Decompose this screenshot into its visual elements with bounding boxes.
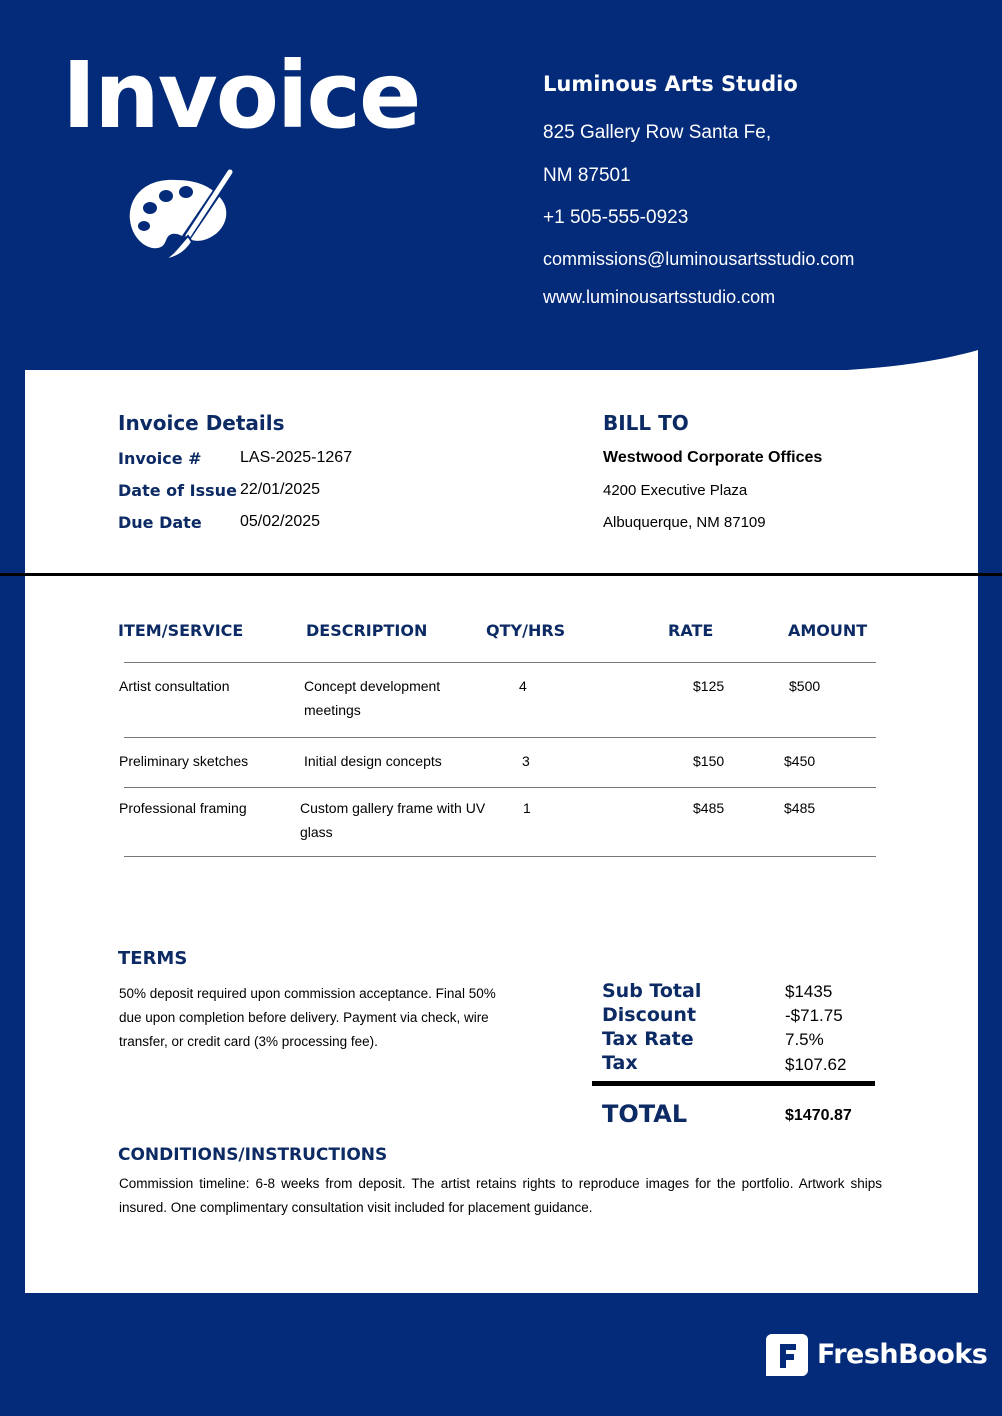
- table-row-amount: $500: [789, 678, 821, 694]
- palette-icon: [124, 168, 236, 264]
- col-header-amount: AMOUNT: [788, 621, 868, 640]
- due-date-label: Due Date: [118, 513, 202, 532]
- total-bar: [592, 1081, 875, 1086]
- table-row-rate: $125: [693, 678, 725, 694]
- table-rule: [124, 662, 876, 663]
- company-phone: +1 505-555-0923: [543, 207, 689, 228]
- tax-label: Tax: [602, 1052, 638, 1074]
- table-rule: [124, 787, 876, 788]
- bill-to-name: Westwood Corporate Offices: [603, 449, 823, 466]
- conditions-text: Commission timeline: 6-8 weeks from deposit. The artist retains rights to reproduce images for the portfolio. Artwork ships insured. One complimentary consultation visit included for placement guidance.: [119, 1176, 882, 1215]
- discount-label: Discount: [602, 1004, 697, 1026]
- table-row-item: Artist consultation: [119, 678, 230, 694]
- discount-value: -$71.75: [785, 1006, 843, 1025]
- company-email[interactable]: commissions@luminousartsstudio.com: [543, 249, 855, 269]
- tax-value: $107.62: [785, 1055, 847, 1074]
- table-row-amount: $485: [784, 800, 816, 816]
- company-address-line1: 825 Gallery Row Santa Fe,: [543, 122, 772, 143]
- table-row-rate: $150: [693, 753, 725, 769]
- freshbooks-brand[interactable]: FreshBooks: [817, 1339, 988, 1370]
- table-row-description: Initial design concepts: [304, 753, 442, 769]
- issue-date: 22/01/2025: [240, 481, 321, 498]
- freshbooks-logo-icon[interactable]: [766, 1334, 808, 1376]
- bill-to-address1: 4200 Executive Plaza: [603, 482, 748, 499]
- table-row-item: Professional framing: [119, 800, 247, 816]
- table-row-qty: 4: [519, 678, 527, 694]
- company-website[interactable]: www.luminousartsstudio.com: [543, 287, 776, 307]
- section-divider: [0, 573, 1002, 576]
- paper-curve: [780, 350, 978, 372]
- bill-to-heading: BILL TO: [603, 411, 689, 435]
- tax-rate-label: Tax Rate: [602, 1028, 694, 1050]
- issue-date-label: Date of Issue: [118, 481, 237, 500]
- table-row-amount: $450: [784, 753, 816, 769]
- tax-rate-value: 7.5%: [785, 1030, 824, 1049]
- table-row-item: Preliminary sketches: [119, 753, 249, 769]
- col-header-rate: RATE: [668, 621, 714, 640]
- subtotal-value: $1435: [785, 982, 833, 1001]
- table-row-description: Custom gallery frame with UV glass: [300, 800, 486, 840]
- invoice-number-label: Invoice #: [118, 449, 202, 468]
- col-header-description: DESCRIPTION: [306, 621, 428, 640]
- table-row-description: Concept development meetings: [304, 678, 441, 718]
- invoice-details-heading: Invoice Details: [118, 411, 285, 435]
- table-row-rate: $485: [693, 800, 725, 816]
- company-name: Luminous Arts Studio: [543, 72, 798, 96]
- total-label: TOTAL: [602, 1100, 688, 1128]
- col-header-item: ITEM/SERVICE: [118, 621, 244, 640]
- col-header-qty: QTY/HRS: [486, 621, 566, 640]
- terms-text: 50% deposit required upon commission acceptance. Final 50% due upon completion before delivery. Payment via check, wire transfer, or credit card (3% processing fee).: [119, 986, 496, 1049]
- terms-heading: TERMS: [118, 948, 188, 969]
- company-address-line2: NM 87501: [543, 165, 631, 186]
- table-rule: [124, 737, 876, 738]
- conditions-heading: CONDITIONS/INSTRUCTIONS: [118, 1145, 388, 1165]
- bill-to-address2: Albuquerque, NM 87109: [603, 514, 766, 531]
- invoice-title: Invoice: [62, 42, 420, 149]
- table-rule: [124, 856, 876, 857]
- table-row-qty: 3: [522, 753, 530, 769]
- subtotal-label: Sub Total: [602, 980, 702, 1002]
- table-row-qty: 1: [523, 800, 531, 816]
- invoice-number: LAS-2025-1267: [240, 449, 353, 466]
- due-date: 05/02/2025: [240, 513, 321, 530]
- total-value: $1470.87: [785, 1107, 852, 1124]
